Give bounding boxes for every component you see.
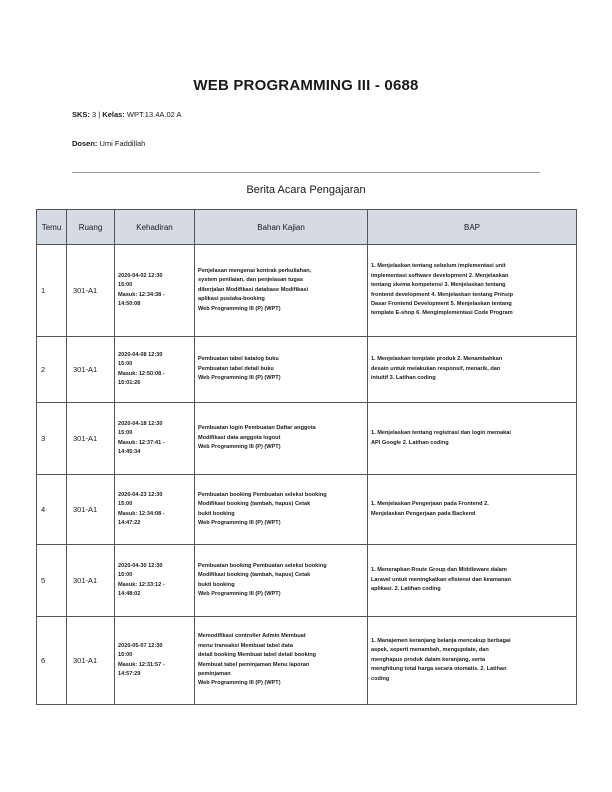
bahan-line: Web Programming III (P) (WPT) xyxy=(198,519,281,526)
table-row xyxy=(37,245,577,337)
bap-line: menghapus produk dalam keranjang, serta xyxy=(371,656,486,663)
ruang-cell: 301-A1 xyxy=(67,475,115,545)
bap-cell xyxy=(368,245,577,337)
kehadiran-line: Masuk: 12:33:12 - xyxy=(118,581,165,588)
bahan-line: Penjelasan mengenai kontrak perkuliahan, xyxy=(198,267,312,274)
bap-line: frontend development 4. Menjelaskan tentang Prinsip xyxy=(371,291,514,298)
bahan-line: Web Programming III (P) (WPT) xyxy=(198,680,281,687)
bahan-line: Pembuatan booking Pembuatan seleksi booking xyxy=(198,491,327,498)
divider xyxy=(72,172,540,173)
kehadiran-line: 15:00 xyxy=(118,430,133,437)
bahan-line: Modifikasi data anggota logout xyxy=(198,434,281,441)
header-kehadiran: Kehadiran xyxy=(115,210,195,245)
header-bap: BAP xyxy=(368,210,577,245)
bahan-line: Modifikasi booking (tambah, hapus) Cetak xyxy=(198,501,311,508)
bahan-kajian-cell xyxy=(195,403,368,475)
bahan-line: Pembuatan tabel katalog buku xyxy=(198,356,279,363)
bahan-line: Pembuatan login Pembuatan Daftar anggota xyxy=(198,425,316,432)
bahan-line: system penilaian, dan penjelasan tugas xyxy=(198,277,304,284)
kehadiran-cell xyxy=(115,245,195,337)
kehadiran-line: 15:00 xyxy=(118,282,133,289)
sks-value: 3 | xyxy=(89,110,103,119)
kehadiran-cell xyxy=(115,617,195,705)
bap-cell xyxy=(368,545,577,617)
header-bahan-kajian: Bahan Kajian xyxy=(195,210,368,245)
bap-line: Dasar Frontend Development 5. Menjelaskan tentang xyxy=(371,300,512,307)
bahan-line: Pembuatan booking Pembuatan seleksi booking xyxy=(198,562,327,569)
course-title: WEB PROGRAMMING III - 0688 xyxy=(193,77,419,94)
header-temu: Temu xyxy=(37,210,67,245)
bahan-line: aplikasi pustaka-booking xyxy=(198,296,265,303)
kehadiran-line: 15:00 xyxy=(118,652,133,659)
bahan-kajian-cell xyxy=(195,245,368,337)
table-row xyxy=(37,337,577,403)
bahan-line: Pembuatan tabel detail buku xyxy=(198,365,274,372)
kehadiran-line: 2020-04-02 12:30 xyxy=(118,272,163,279)
bap-line: 1. Menjelaskan template produk 2. Menambahkan xyxy=(371,356,503,363)
table-row xyxy=(37,475,577,545)
dosen-label: Dosen: xyxy=(72,139,98,148)
bahan-kajian-cell xyxy=(195,475,368,545)
kehadiran-line: Masuk: 12:37:41 - xyxy=(118,439,165,446)
bap-line: 1. Menjelaskan tentang sebelum implementasi unit xyxy=(371,263,506,270)
bahan-kajian-cell xyxy=(195,545,368,617)
bahan-line: peminjaman xyxy=(198,670,231,677)
bap-cell xyxy=(368,617,577,705)
kehadiran-line: 14:50:08 xyxy=(118,300,141,307)
bap-line: API Google 2. Latihan coding xyxy=(371,439,449,446)
kehadiran-cell xyxy=(115,337,195,403)
bap-line: tentang skema kompetensi 3. Menjelaskan tentang xyxy=(371,282,506,289)
bahan-line: Modifikasi booking (tambah, hapus) Cetak xyxy=(198,572,311,579)
kelas-label: Kelas: xyxy=(102,110,125,119)
kehadiran-line: 2020-05-07 12:30 xyxy=(118,642,163,649)
ruang-cell: 301-A1 xyxy=(67,337,115,403)
kehadiran-cell xyxy=(115,403,195,475)
temu-cell: 5 xyxy=(37,545,67,617)
bahan-line: detail booking Membuat tabel detail booking xyxy=(198,652,317,659)
bahan-kajian-cell xyxy=(195,337,368,403)
bahan-line: Membuat tabel peminjaman Menu laporan xyxy=(198,661,310,668)
ruang-cell: 301-A1 xyxy=(67,403,115,475)
bap-line: implementasi software development 2. Menjelaskan xyxy=(371,272,509,279)
dosen-value: Umi Faddillah xyxy=(97,139,146,148)
bahan-line: Web Programming III (P) (WPT) xyxy=(198,375,281,382)
kehadiran-line: 2020-04-18 12:30 xyxy=(118,420,163,427)
kehadiran-line: 14:48:02 xyxy=(118,590,141,597)
bap-line: Laravel untuk meningkatkan efisiensi dan keamanan xyxy=(371,576,511,583)
ruang-cell: 301-A1 xyxy=(67,617,115,705)
bap-line: 1. Manajemen keranjang belanja mencakup berbagai xyxy=(371,637,511,644)
kehadiran-line: 15:00 xyxy=(118,361,133,368)
section-title: Berita Acara Pengajaran xyxy=(246,184,366,196)
bap-cell xyxy=(368,403,577,475)
kelas-value: WPT.13.4A.02 A xyxy=(124,110,182,119)
kehadiran-line: 14:47:22 xyxy=(118,519,141,526)
temu-cell: 3 xyxy=(37,403,67,475)
bahan-line: Web Programming III (P) (WPT) xyxy=(198,305,281,312)
kehadiran-line: 2020-04-23 12:30 xyxy=(118,491,163,498)
kehadiran-line: 14:57:29 xyxy=(118,670,141,677)
lecturer-info xyxy=(72,139,145,148)
temu-cell: 4 xyxy=(37,475,67,545)
temu-cell: 1 xyxy=(37,245,67,337)
bap-line: 1. Menjelaskan tentang registrasi dan login memakai xyxy=(371,430,511,437)
course-meta xyxy=(72,110,182,119)
kehadiran-cell xyxy=(115,545,195,617)
bap-line: Menjelaskan Pengerjaan pada Backend xyxy=(371,510,476,517)
bap-line: menghitung total harga secara otomatis. 2. Latihan xyxy=(371,666,507,673)
bahan-line: menu transaksi Membuat tabel data xyxy=(198,642,293,649)
bap-line: 1. Menerapkan Route Group dan Middleware dalam xyxy=(371,567,507,574)
bap-line: 1. Menjelaskan Pengerjaan pada Frontend 2. xyxy=(371,501,489,508)
kehadiran-line: Masuk: 12:31:57 - xyxy=(118,661,165,668)
bahan-line: diberjalan Modifikasi database Modifikasi xyxy=(198,286,309,293)
sks-label: SKS: xyxy=(72,110,90,119)
kehadiran-line: 2020-04-30 12:30 xyxy=(118,562,163,569)
temu-cell: 2 xyxy=(37,337,67,403)
ruang-cell: 301-A1 xyxy=(67,545,115,617)
bahan-line: Web Programming III (P) (WPT) xyxy=(198,444,281,451)
attendance-table xyxy=(36,209,577,705)
table-row xyxy=(37,403,577,475)
table-row xyxy=(37,545,577,617)
kehadiran-line: 14:45:34 xyxy=(118,448,141,455)
bap-line: aplikasi. 2. Latihan coding xyxy=(371,586,441,593)
bap-cell xyxy=(368,337,577,403)
bap-line: intuitif 3. Latihan coding xyxy=(371,375,436,382)
bahan-line: bukti booking xyxy=(198,510,235,517)
ruang-cell: 301-A1 xyxy=(67,245,115,337)
bahan-kajian-cell xyxy=(195,617,368,705)
bahan-line: Web Programming III (P) (WPT) xyxy=(198,590,281,597)
kehadiran-line: 2020-04-08 12:30 xyxy=(118,351,163,358)
kehadiran-line: Masuk: 12:34:38 - xyxy=(118,291,165,298)
bap-cell xyxy=(368,475,577,545)
bap-line: template E-shop 6. Mengimplementasi Code Program xyxy=(371,310,513,317)
kehadiran-line: Masuk: 12:34:08 - xyxy=(118,510,165,517)
kehadiran-line: 15:00 xyxy=(118,501,133,508)
kehadiran-cell xyxy=(115,475,195,545)
table-row xyxy=(37,617,577,705)
bahan-line: bukti booking xyxy=(198,581,235,588)
bahan-line: Memodifikasi controller Admin Membuat xyxy=(198,633,306,640)
bap-line: coding xyxy=(371,675,390,682)
header-ruang: Ruang xyxy=(67,210,115,245)
kehadiran-line: 15:00 xyxy=(118,572,133,579)
temu-cell: 6 xyxy=(37,617,67,705)
kehadiran-line: Masuk: 12:50:08 - xyxy=(118,370,165,377)
bap-line: aspek, seperti menambah, mengupdate, dan xyxy=(371,647,489,654)
kehadiran-line: 15:01:26 xyxy=(118,379,141,386)
bap-line: desain untuk melakukan responsif, menarik, dan xyxy=(371,365,501,372)
table-header-row xyxy=(37,210,577,245)
